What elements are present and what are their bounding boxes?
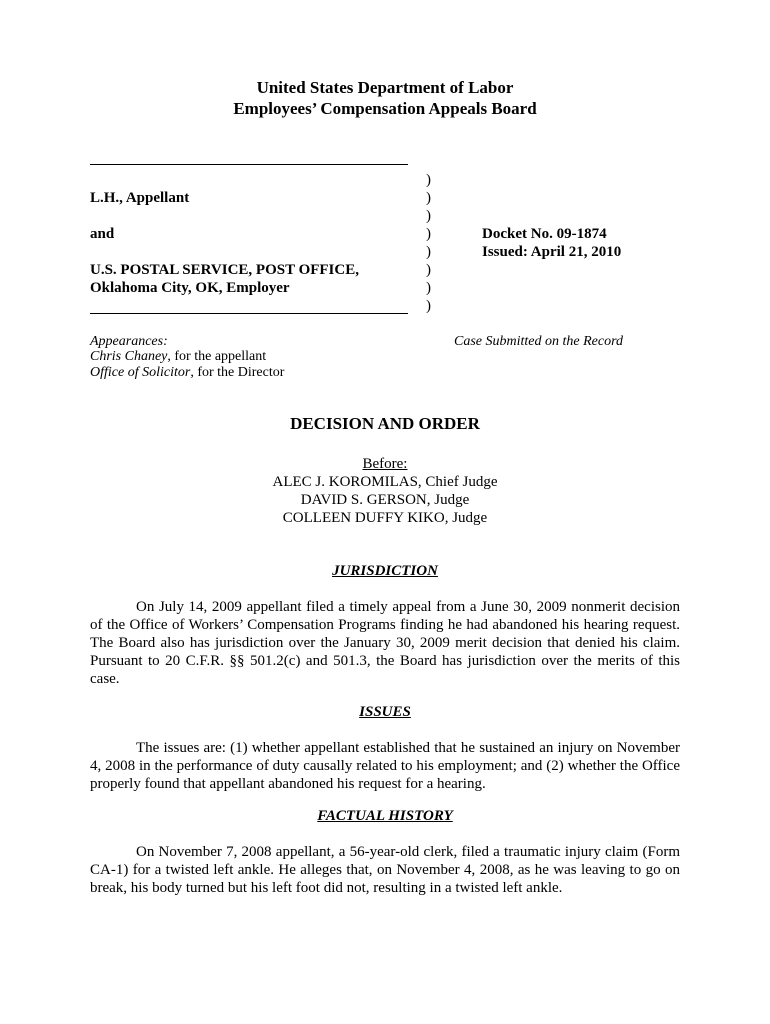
- board-title: Employees’ Compensation Appeals Board: [233, 99, 537, 118]
- appearances-heading: Appearances:: [90, 334, 168, 349]
- and-label: and: [90, 226, 115, 242]
- caption-paren: ): [426, 208, 431, 224]
- case-submitted: Case Submitted on the Record: [454, 334, 624, 349]
- caption-paren: ): [426, 298, 431, 314]
- factual-history-heading: FACTUAL HISTORY: [317, 808, 453, 824]
- docket-number: Docket No. 09-1874: [482, 226, 607, 242]
- caption-paren: ): [426, 244, 431, 260]
- caption-paren: ): [426, 226, 431, 242]
- document-title: DECISION AND ORDER: [290, 414, 480, 433]
- jurisdiction-paragraph: On July 14, 2009 appellant filed a timely appeal from a June 30, 2009 nonmerit decision of the Office of Workers’ Compensation Programs finding he had abandoned his hearing request. The Board also has jurisdiction over the January 30, 2009 merit decision that denied his claim. Pursuant to 20 C.F.R. §§ 501.2(c) and 501.3, the Board has jurisdiction over the merits of this case.: [90, 599, 680, 687]
- judge-name: COLLEEN DUFFY KIKO, Judge: [282, 510, 488, 526]
- employer-line-2: Oklahoma City, OK, Employer: [90, 280, 290, 296]
- appellant-representative: Chris Chaney: [90, 349, 168, 364]
- factual-history-paragraph: On November 7, 2008 appellant, a 56-year-old clerk, filed a traumatic injury claim (Form CA-1) for a twisted left ankle. He alleges that, on November 4, 2008, as he was leaving to go on break, his body turned but his left foot did not, resulting in a twisted left ankle.: [90, 844, 680, 896]
- caption-paren: ): [426, 262, 431, 278]
- caption-rule-top: [90, 164, 408, 165]
- issues-paragraph: The issues are: (1) whether appellant established that he sustained an injury on November 4, 2008 in the performance of duty causally related to his employment; and (2) whether the Office properly found that appellant abandoned his request for a hearing.: [90, 740, 680, 792]
- agency-title: United States Department of Labor: [256, 78, 514, 97]
- caption-paren: ): [426, 280, 431, 296]
- judge-name: ALEC J. KOROMILAS, Chief Judge: [272, 474, 498, 490]
- caption-rule-bottom: [90, 313, 408, 314]
- director-representative: Office of Solicitor: [90, 365, 191, 380]
- judge-name: DAVID S. GERSON, Judge: [300, 492, 470, 508]
- director-representative-role: , for the Director: [190, 365, 285, 380]
- before-label: Before:: [362, 456, 408, 472]
- issues-heading: ISSUES: [359, 704, 411, 720]
- appellant-representative-role: , for the appellant: [167, 349, 267, 364]
- jurisdiction-heading: JURISDICTION: [332, 563, 438, 579]
- appearance-appellant: [90, 348, 266, 365]
- issued-date: Issued: April 21, 2010: [482, 244, 622, 260]
- appearance-director: [90, 364, 284, 381]
- caption-paren: ): [426, 190, 431, 206]
- employer-line-1: U.S. POSTAL SERVICE, POST OFFICE,: [90, 262, 359, 278]
- caption-paren: ): [426, 172, 431, 188]
- appellant-label: L.H., Appellant: [90, 190, 190, 206]
